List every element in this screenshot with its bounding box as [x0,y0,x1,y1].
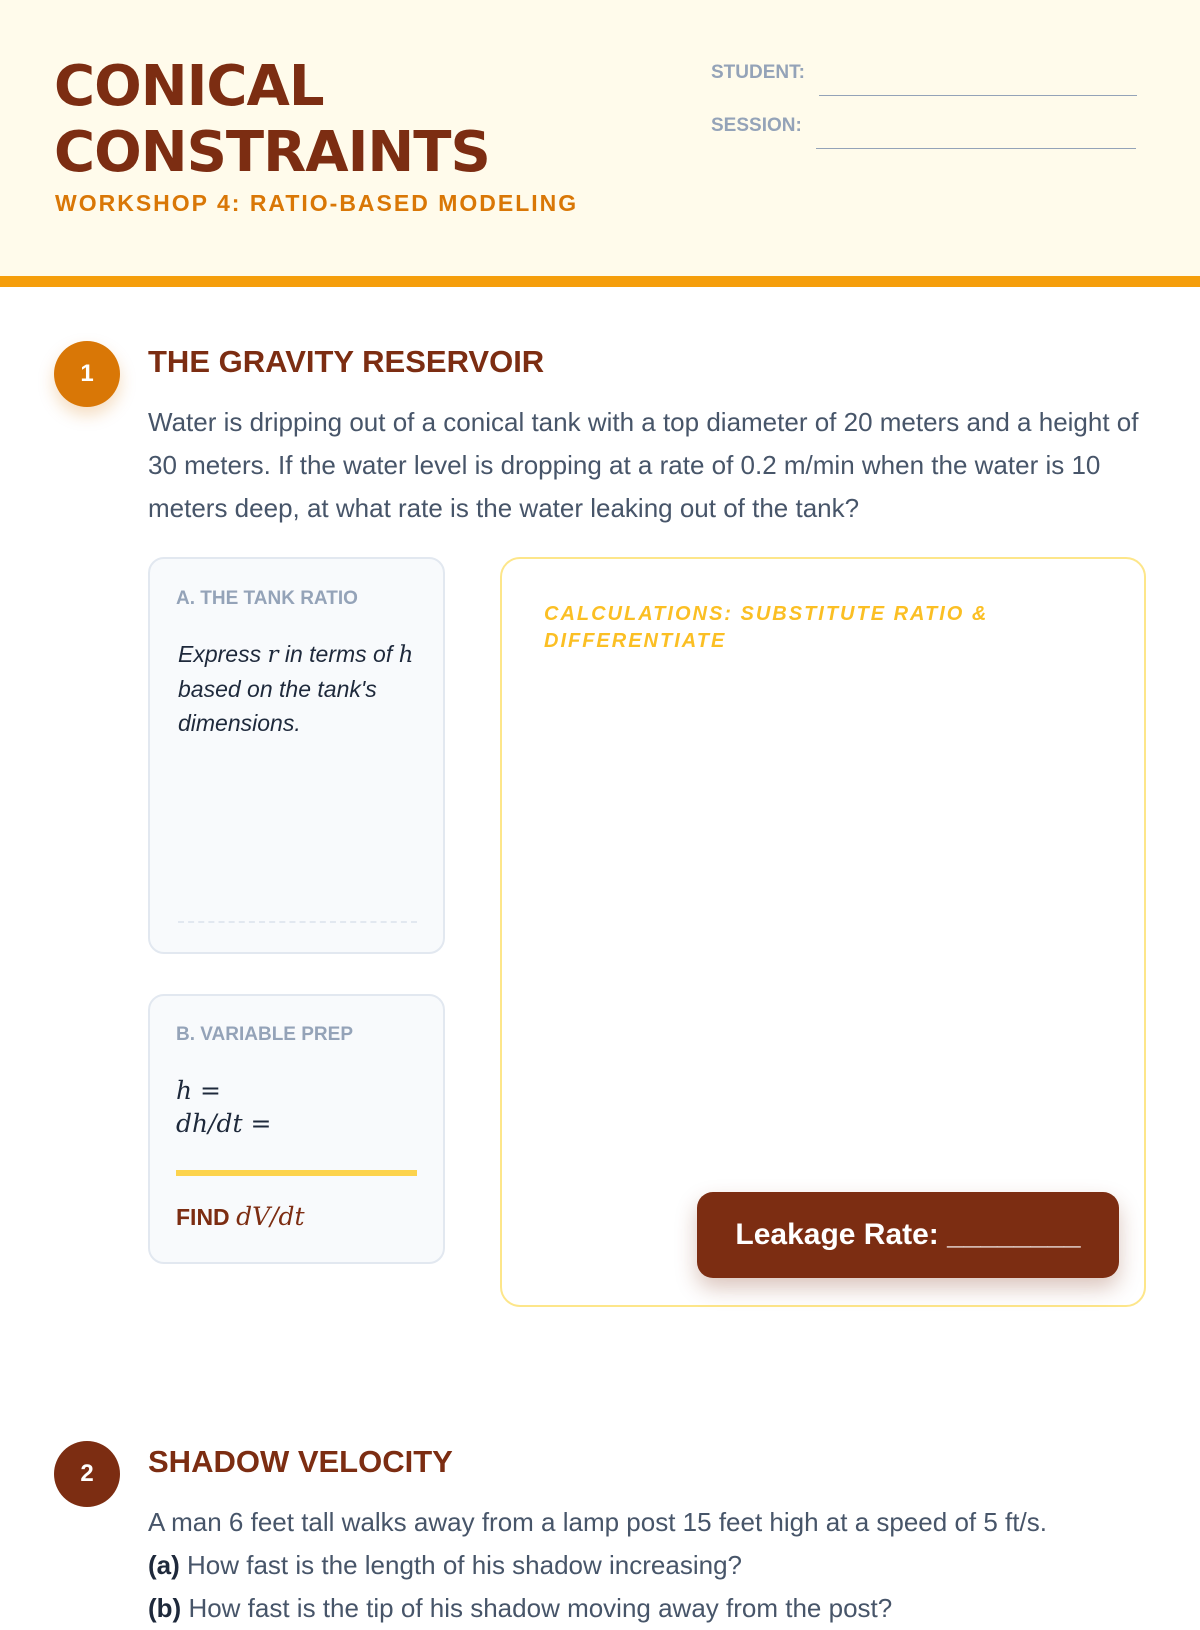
problem-number-badge: 1 [54,341,120,407]
instruction-suffix: based on the tank's dimensions. [178,676,377,736]
find-math: dV/dt [236,1202,305,1231]
problem-text: Water is dripping out of a conical tank with a top diameter of 20 meters and a height of 30 meters. If the water level is dropping at a rate of 0.2 m/min when the water is 10 meters deep, at what rate is the water leaking out of the tank? [148,407,1139,523]
instruction-middle: in terms of [278,641,399,667]
variable-prep-card [148,994,445,1264]
problem-number-badge: 2 [54,1441,120,1507]
problem-text [148,1501,1148,1630]
problem-statement: A man 6 feet tall walks away from a lamp post 15 feet high at a speed of 5 ft/s. [148,1507,1047,1537]
leakage-rate-answer[interactable]: Leakage Rate: ________ [697,1192,1119,1278]
calculation-box[interactable] [500,557,1146,1307]
student-field [711,62,1137,84]
student-label: STUDENT: [711,62,805,83]
tank-ratio-label: A. THE TANK RATIO [176,588,358,609]
find-label: FIND [176,1204,230,1230]
h-equation: h = [176,1076,221,1105]
part-a [148,1544,1148,1587]
variable-prep-label: B. VARIABLE PREP [176,1024,354,1045]
problem-title: SHADOW VELOCITY [148,1444,453,1479]
worksheet-subtitle: WORKSHOP 4: RATIO-BASED MODELING [55,190,579,216]
dh-dt-equation: dh/dt = [176,1109,272,1138]
part-b [148,1587,1148,1630]
student-input-line[interactable] [819,95,1137,96]
part-a-text: How fast is the length of his shadow increasing? [187,1550,742,1580]
problem-title: THE GRAVITY RESERVOIR [148,344,545,379]
session-label: SESSION: [711,115,802,136]
find-target [176,1202,305,1231]
title-line-2: CONSTRAINTS [54,120,490,185]
tank-ratio-instruction [178,637,428,740]
worksheet-header [0,0,1200,287]
var-h: h [398,642,414,668]
answer-dashed-line[interactable] [178,921,417,923]
tank-ratio-card [148,557,445,954]
session-input-line[interactable] [816,148,1136,149]
calculation-label: CALCULATIONS: SUBSTITUTE RATIO & DIFFERENTIATE [544,603,989,652]
part-b-label: (b) [148,1593,182,1623]
var-r: r [267,642,279,668]
worksheet-title [54,54,490,186]
instruction-prefix: Express [178,641,268,667]
session-field [711,115,1136,137]
title-line-1: CONICAL [54,54,324,119]
part-b-text: How fast is the tip of his shadow moving away from the post? [188,1593,893,1623]
divider-bar [176,1170,417,1176]
part-a-label: (a) [148,1550,180,1580]
